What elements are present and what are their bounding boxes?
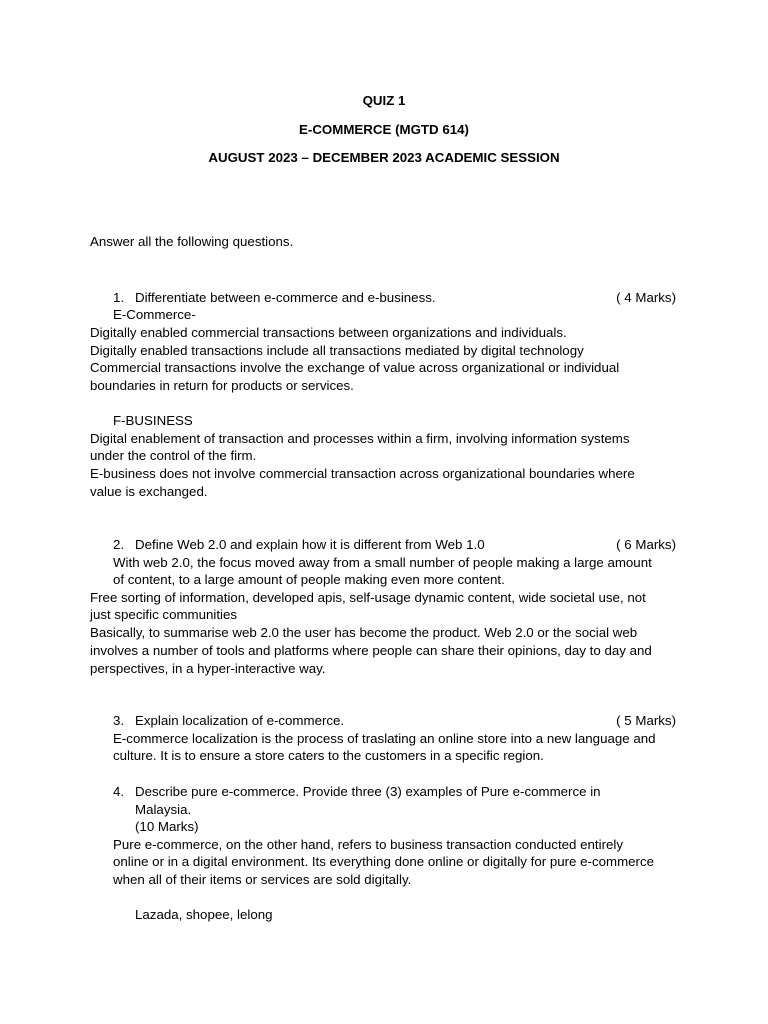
q4-question-line: Describe pure e-commerce. Provide three (3) examples of Pure e-commerce in: [135, 784, 601, 799]
q2-number: 2.: [113, 537, 125, 552]
q1-ecommerce-line: Digitally enabled transactions include all transactions mediated by digital technology: [90, 343, 584, 358]
quiz-title: QUIZ 1: [362, 93, 406, 108]
instruction-text: Answer all the following questions.: [90, 234, 294, 249]
q4-answer-line: when all of their items or services are sold digitally.: [113, 872, 412, 887]
q1-ecommerce-line: Commercial transactions involve the exchange of value across organizational or individual: [90, 360, 620, 375]
q4-marks: (10 Marks): [135, 819, 199, 834]
q1-ebusiness-heading: F-BUSINESS: [113, 413, 193, 428]
q2-answer-line: just specific communities: [90, 607, 238, 622]
q3-question: Explain localization of e-commerce.: [135, 713, 345, 728]
q1-marks: ( 4 Marks): [616, 290, 676, 305]
q2-answer-line: With web 2.0, the focus moved away from a small number of people making a large amount: [113, 555, 652, 570]
q3-answer-line: E-commerce localization is the process of traslating an online store into a new language and: [113, 731, 656, 746]
q1-ebusiness-line: E-business does not involve commercial transaction across organizational boundaries where: [90, 466, 635, 481]
q1-ebusiness-line: value is exchanged.: [90, 484, 208, 499]
q2-question: Define Web 2.0 and explain how it is different from Web 1.0: [135, 537, 485, 552]
q4-answer-line: Pure e-commerce, on the other hand, refers to business transaction conducted entirely: [113, 837, 623, 852]
q1-ecommerce-line: boundaries in return for products or services.: [90, 378, 354, 393]
q3-answer-line: culture. It is to ensure a store caters to the customers in a specific region.: [113, 748, 544, 763]
q1-ebusiness-line: under the control of the firm.: [90, 448, 257, 463]
q2-answer-line: of content, to a large amount of people making even more content.: [113, 572, 505, 587]
q3-marks: ( 5 Marks): [616, 713, 676, 728]
q2-answer-line: Free sorting of information, developed apis, self-usage dynamic content, wide societal use, not: [90, 590, 646, 605]
q1-question: Differentiate between e-commerce and e-business.: [135, 290, 436, 305]
q3-number: 3.: [113, 713, 125, 728]
q4-answer-line: online or in a digital environment. Its everything done online or digitally for pure e-commerce: [113, 854, 655, 869]
q1-ecommerce-heading: E-Commerce-: [113, 307, 196, 322]
q1-ecommerce-line: Digitally enabled commercial transactions between organizations and individuals.: [90, 325, 567, 340]
q2-answer-line: perspectives, in a hyper-interactive way.: [90, 661, 326, 676]
q2-answer-line: Basically, to summarise web 2.0 the user has become the product. Web 2.0 or the social web: [90, 625, 638, 640]
course-title: E-COMMERCE (MGTD 614): [299, 122, 469, 137]
session-title: AUGUST 2023 – DECEMBER 2023 ACADEMIC SESSION: [208, 150, 560, 165]
q4-number: 4.: [113, 784, 125, 799]
q2-marks: ( 6 Marks): [616, 537, 676, 552]
q1-ebusiness-line: Digital enablement of transaction and processes within a firm, involving information systems: [90, 431, 630, 446]
q2-answer-line: involves a number of tools and platforms where people can share their opinions, day to day and: [90, 643, 652, 658]
q1-number: 1.: [113, 290, 125, 305]
q4-question-line: Malaysia.: [135, 802, 192, 817]
q4-examples: Lazada, shopee, lelong: [135, 907, 273, 922]
